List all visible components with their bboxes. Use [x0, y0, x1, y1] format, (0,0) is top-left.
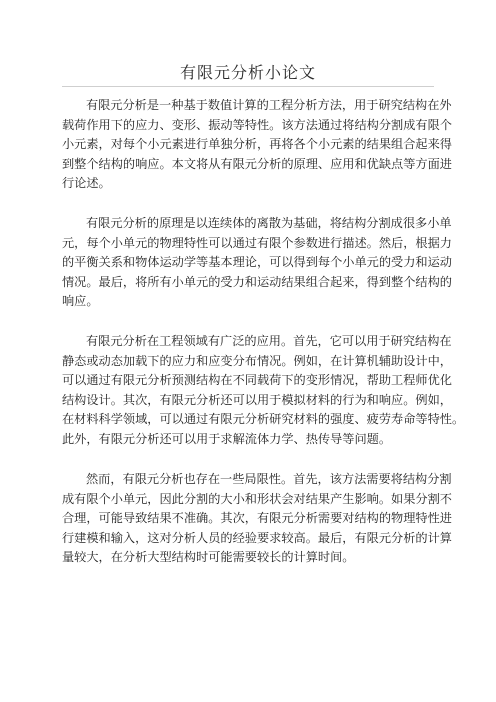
paragraph-line: 结构设计。其次，有限元分析还可以用于模拟材料的行为和响应。例如，	[62, 392, 452, 407]
paragraph-line: 可以通过有限元分析预测结构在不同载荷下的变形情况，帮助工程师优化	[62, 373, 452, 388]
title-divider	[62, 86, 434, 87]
paragraph-line: 合理，可能导致结果不准确。其次，有限元分析需要对结构的物理特性进	[62, 511, 452, 526]
paragraph-line: 然而，有限元分析也存在一些局限性。首先，该方法需要将结构分割	[86, 472, 452, 486]
paragraph-line: 静态或动态加载下的应力和应变分布情况。例如，在计算机辅助设计中，	[62, 353, 452, 368]
paragraph-line: 到整个结构的响应。本文将从有限元分析的原理、应用和优缺点等方面进	[62, 156, 452, 171]
paragraph-line: 此外，有限元分析还可以用于求解流体力学、热传导等问题。	[62, 431, 392, 446]
paragraph-line: 有限元分析在工程领域有广泛的应用。首先，它可以用于研究结构在	[86, 334, 452, 348]
paragraph-line: 小元素，对每个小元素进行单独分析，再将各个小元素的结果组合起来得	[62, 137, 452, 152]
paragraph-line: 成有限个小单元，因此分割的大小和形状会对结果产生影响。如果分割不	[62, 491, 452, 506]
paragraph-line: 响应。	[62, 294, 99, 309]
paragraph-line: 行论述。	[62, 176, 111, 191]
paragraph-principle	[62, 214, 452, 312]
paragraph-line: 量较大，在分析大型结构时可能需要较长的计算时间。	[62, 550, 355, 565]
paragraph-line: 行建模和输入，这对分析人员的经验要求较高。最后，有限元分析的计算	[62, 530, 452, 545]
paragraph-principle-intro	[62, 96, 452, 194]
paragraph-line: 有限元分析的原理是以连续体的离散为基础，将结构分割成很多小单	[86, 216, 452, 230]
page-title: 有限元分析小论文	[179, 63, 316, 82]
paragraph-line: 的平衡关系和物体运动学等基本理论，可以得到每个小单元的受力和运动	[62, 255, 452, 270]
paragraph-line: 载荷作用下的应力、变形、振动等特性。该方法通过将结构分割成有限个	[62, 117, 452, 132]
paragraph-line: 有限元分析是一种基于数值计算的工程分析方法，用于研究结构在外	[86, 98, 452, 112]
paragraph-line: 情况。最后，将所有小单元的受力和运动结果组合起来，得到整个结构的	[62, 274, 452, 289]
paragraph-applications	[62, 332, 465, 450]
paragraph-limitations	[62, 470, 452, 568]
paragraph-line: 在材料科学领域，可以通过有限元分析研究材料的强度、疲劳寿命等特性。	[62, 412, 465, 427]
paragraph-line: 元，每个小单元的物理特性可以通过有限个参数进行描述。然后，根据力	[62, 235, 452, 250]
